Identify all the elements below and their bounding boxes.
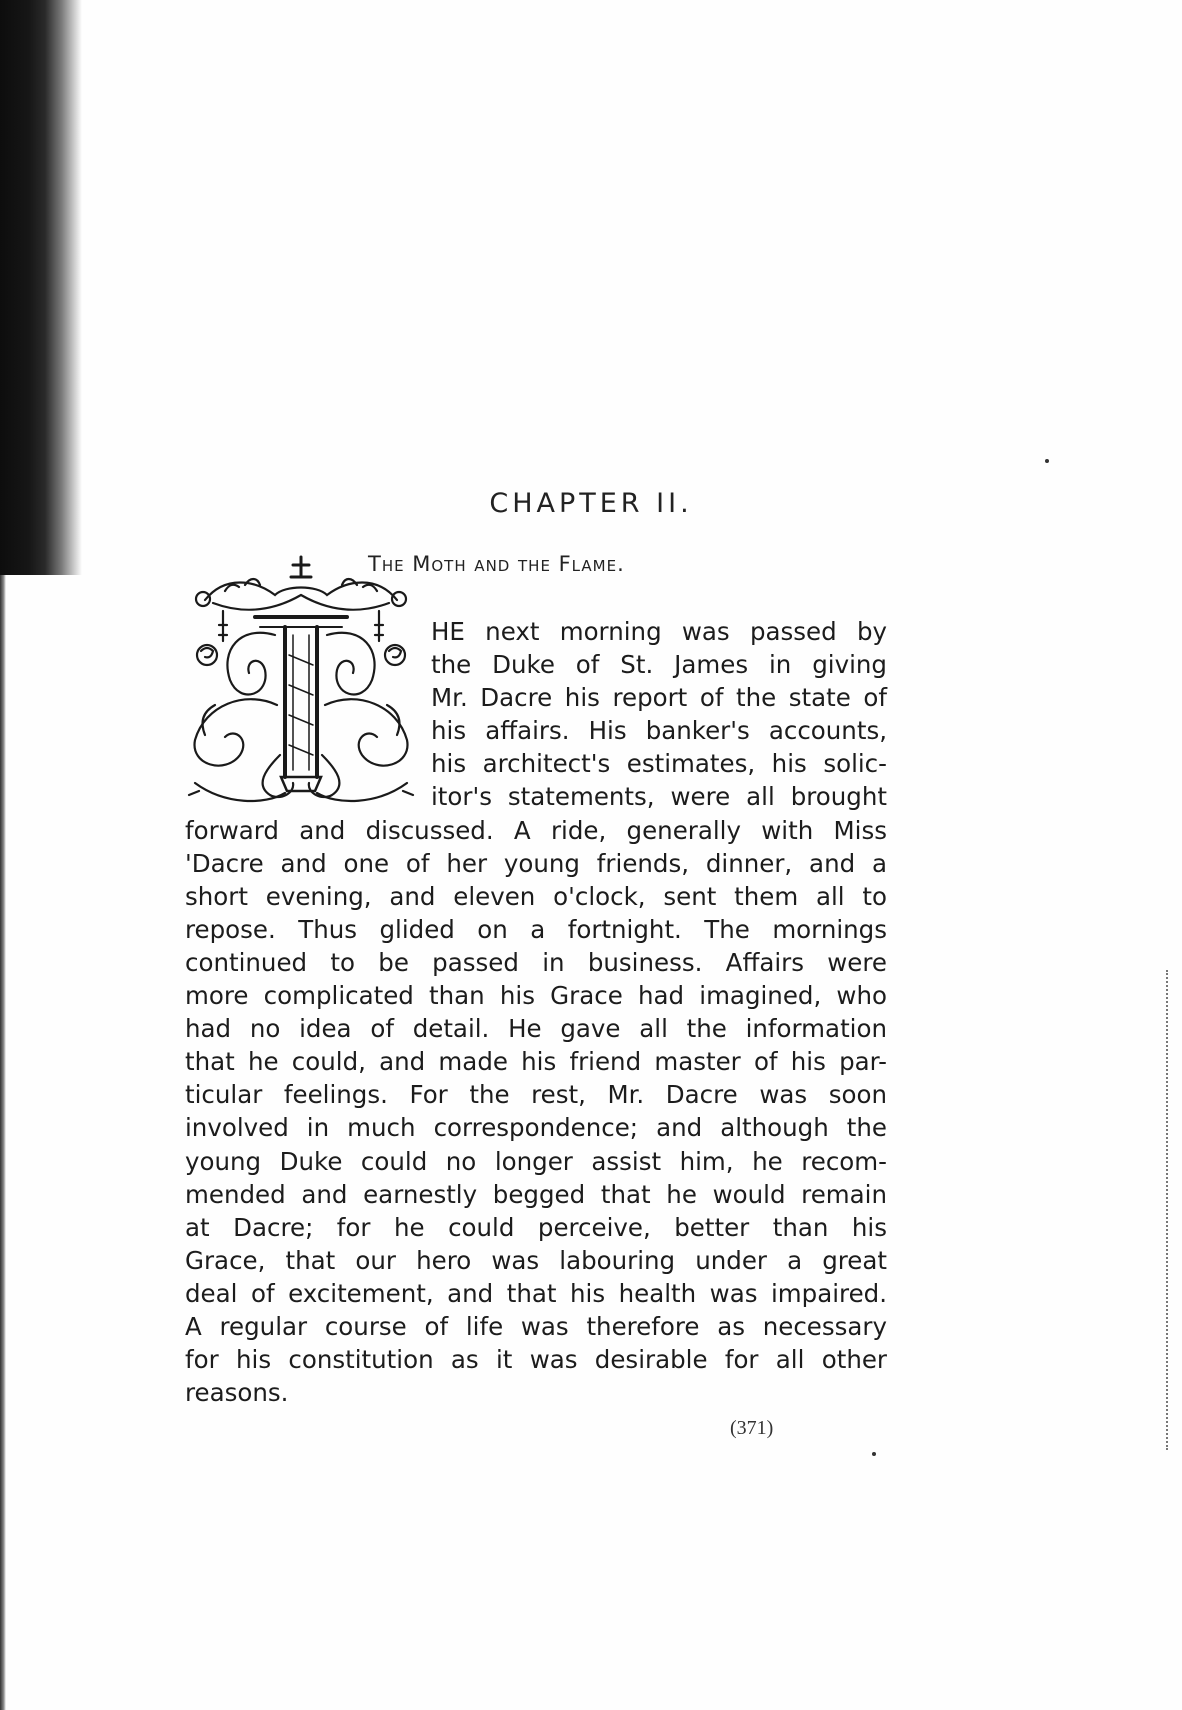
body-line: the Duke of St. James in giving xyxy=(431,650,887,680)
ink-speck xyxy=(1045,459,1049,463)
body-line: Grace, that our hero was labouring under a great xyxy=(185,1245,887,1275)
chapter-subtitle: The Moth and the Flame. xyxy=(368,552,625,576)
body-line: that he could, and made his friend master of his par- xyxy=(185,1047,887,1077)
body-line: young Duke could no longer assist him, he recom- xyxy=(185,1146,887,1176)
page-edge-marks xyxy=(1166,970,1174,1450)
ink-speck xyxy=(872,1452,876,1456)
body-line: involved in much correspondence; and although the xyxy=(185,1113,887,1143)
body-line: his architect's estimates, his solic- xyxy=(431,749,887,779)
body-line: continued to be passed in business. Affairs were xyxy=(185,947,887,977)
body-line: Mr. Dacre his report of the state of xyxy=(431,683,887,713)
body-line: itor's statements, were all brought xyxy=(431,782,887,812)
chapter-body xyxy=(185,615,887,1409)
body-line: HE next morning was passed by xyxy=(431,617,887,646)
body-line: deal of excitement, and that his health was impaired. xyxy=(185,1278,887,1308)
body-line: short evening, and eleven o'clock, sent them all to xyxy=(185,881,887,911)
body-line: reasons. xyxy=(185,1378,289,1408)
chapter-heading: CHAPTER II. xyxy=(489,488,693,519)
body-line: A regular course of life was therefore as necessary xyxy=(185,1311,887,1341)
body-line: more complicated than his Grace had imagined, who xyxy=(185,981,887,1011)
body-line: his affairs. His banker's accounts, xyxy=(431,716,887,746)
page-number: (371) xyxy=(730,1417,774,1439)
body-line: at Dacre; for he could perceive, better than his xyxy=(185,1212,887,1242)
body-line: 'Dacre and one of her young friends, dinner, and a xyxy=(185,848,887,878)
body-line: ticular feelings. For the rest, Mr. Dacre was soon xyxy=(185,1080,887,1110)
binding-edge xyxy=(0,575,6,1710)
body-line: mended and earnestly begged that he would remain xyxy=(185,1179,887,1209)
body-line: for his constitution as it was desirable for all other xyxy=(185,1345,887,1375)
body-line: forward and discussed. A ride, generally with Miss xyxy=(185,815,887,845)
body-line: had no idea of detail. He gave all the information xyxy=(185,1014,887,1044)
body-line: repose. Thus glided on a fortnight. The mornings xyxy=(185,914,887,944)
